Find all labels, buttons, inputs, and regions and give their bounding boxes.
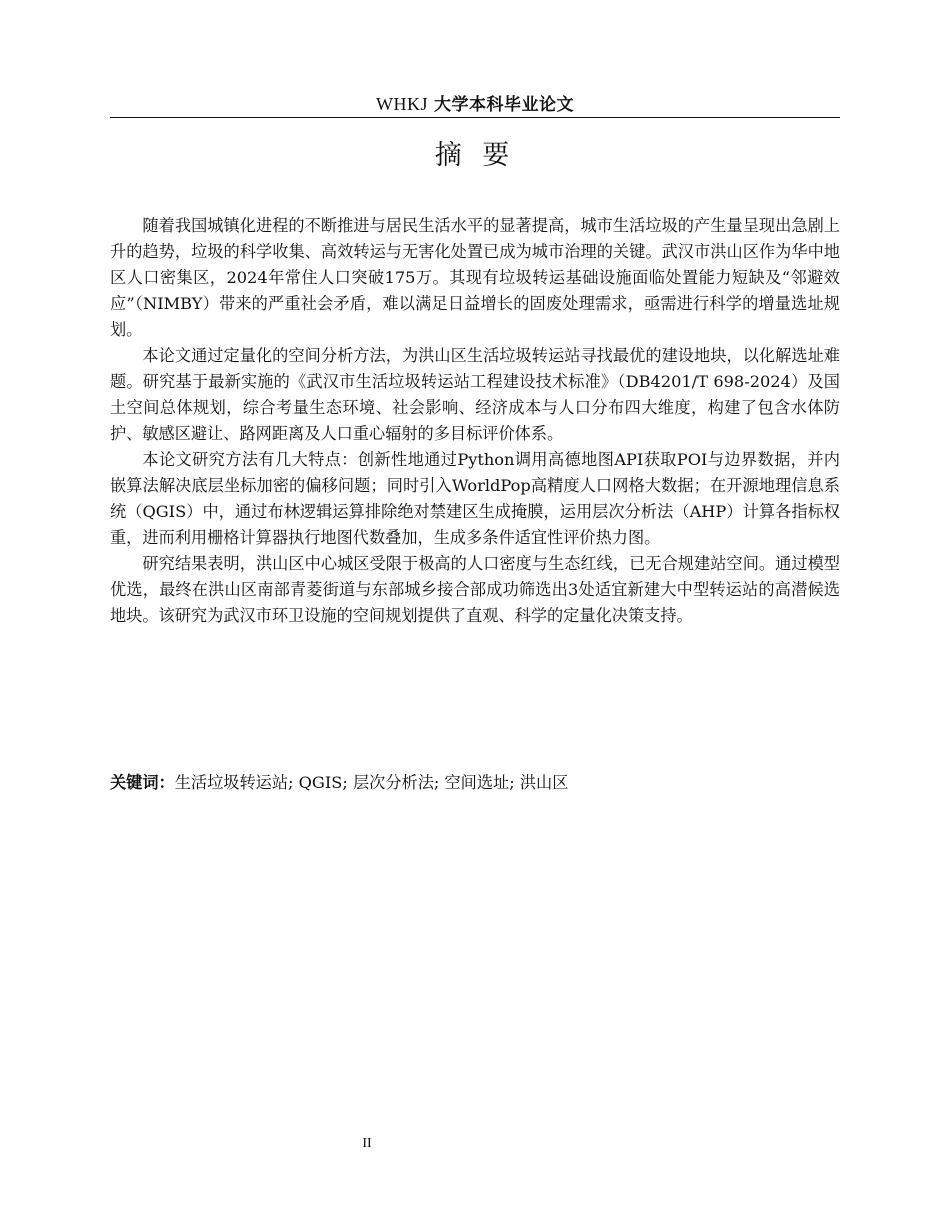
header-thesis-type: 大学本科毕业论文	[433, 95, 574, 115]
abstract-title: 摘 要	[434, 140, 516, 171]
abstract-paragraph-1: 随着我国城镇化进程的不断推进与居民生活水平的显著提高，城市生活垃圾的产生量呈现出急剧上升的趋势，垃圾的科学收集、高效转运与无害化处置已成为城市治理的关键。武汉市洪山区作为华中地区人口密集区，2024年常住人口突破175万。其现有垃圾转运基础设施面临处置能力短缺及“邻避效应”（NIMBY）带来的严重社会矛盾，难以满足日益增长的固废处理需求，亟需进行科学的增量选址规划。	[110, 216, 840, 339]
abstract-paragraph-4: 研究结果表明，洪山区中心城区受限于极高的人口密度与生态红线，已无合规建站空间。通过模型优选，最终在洪山区南部青菱街道与东部城乡接合部成功筛选出3处适宜新建大中型转运站的高潜候选地块。该研究为武汉市环卫设施的空间规划提供了直观、科学的定量化决策支持。	[110, 554, 840, 625]
abstract-body	[110, 213, 840, 629]
keywords	[110, 770, 840, 796]
header-rule	[110, 117, 840, 118]
abstract-paragraph-3: 本论文研究方法有几大特点：创新性地通过Python调用高德地图API获取POI与边界数据，并内嵌算法解决底层坐标加密的偏移问题；同时引入WorldPop高精度人口网格大数据；在开源地理信息系统（QGIS）中，通过布林逻辑运算排除绝对禁建区生成掩膜，运用层次分析法（AHP）计算各指标权重，进而利用栅格计算器执行地图代数叠加，生成多条件适宜性评价热力图。	[110, 450, 840, 547]
keywords-label: 关键词：	[110, 773, 175, 792]
page-number: II	[362, 1136, 372, 1151]
keywords-value: 生活垃圾转运站; QGIS; 层次分析法; 空间选址; 洪山区	[174, 773, 569, 792]
header-university-code: WHKJ	[376, 94, 429, 114]
running-header	[110, 92, 840, 118]
abstract-paragraph-2: 本论文通过定量化的空间分析方法，为洪山区生活垃圾转运站寻找最优的建设地块，以化解选址难题。研究基于最新实施的《武汉市生活垃圾转运站工程建设技术标准》（DB4201/T 698-2024）及国土空间总体规划，综合考量生态环境、社会影响、经济成本与人口分布四大维度，构建了包含水体防护、敏感区避让、路网距离及人口重心辐射的多目标评价体系。	[110, 346, 840, 443]
